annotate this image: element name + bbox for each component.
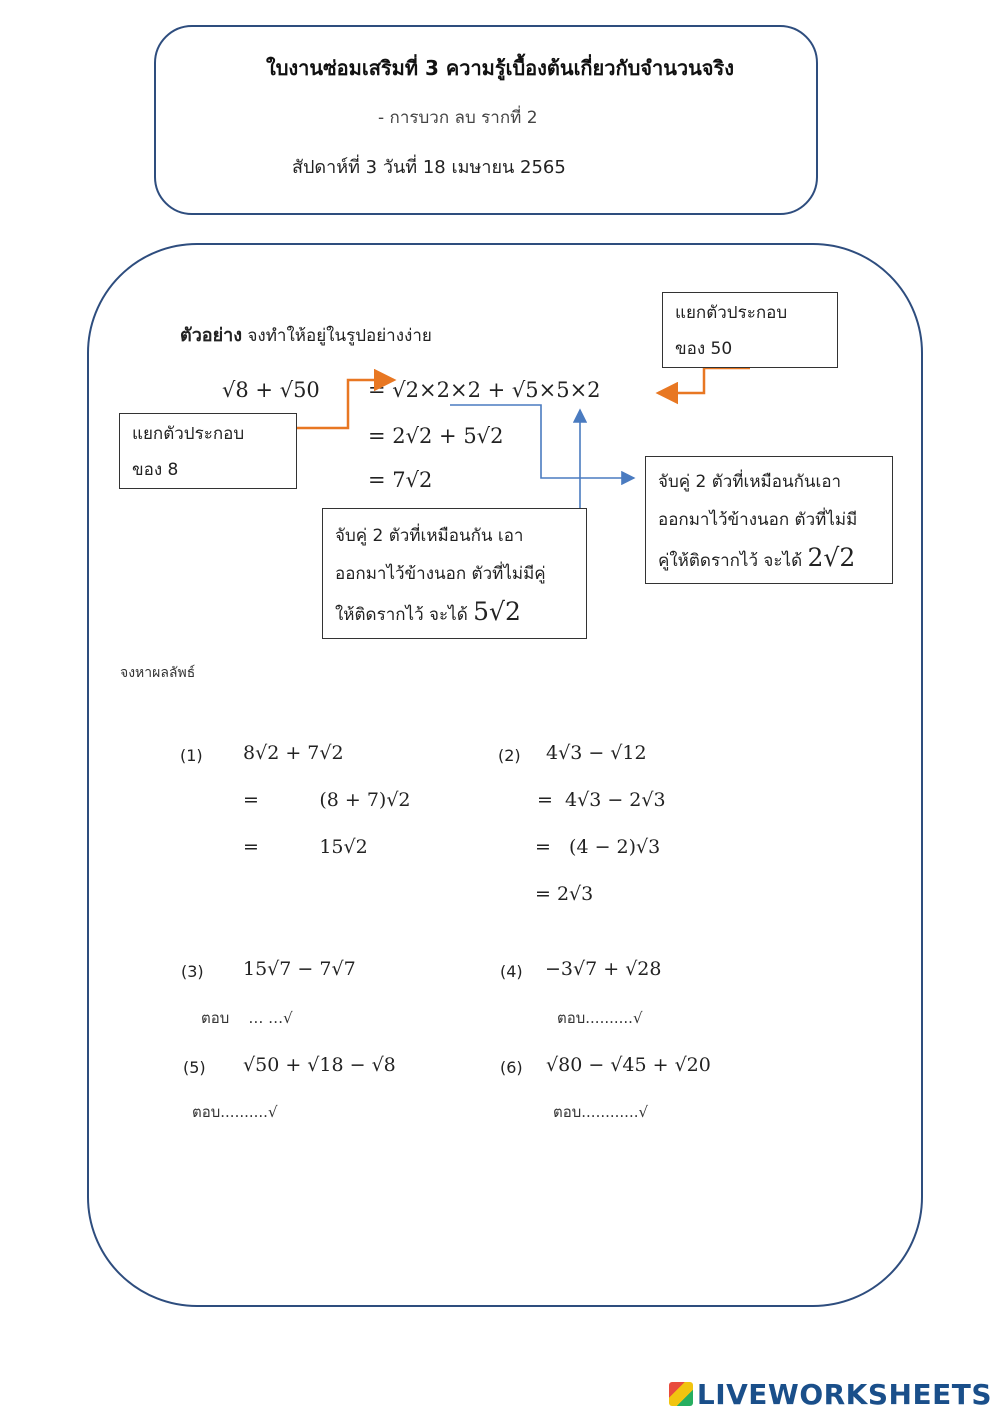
example-line3: = 7√2 <box>368 468 433 492</box>
callout-pair-2-line2: ออกมาไว้ข้างนอก ตัวที่ไม่มี <box>658 510 858 530</box>
callout-pair-5-math: 5√2 <box>473 597 521 626</box>
example-label-bold: ตัวอย่าง <box>180 325 243 346</box>
problem-6-expression: √80 − √45 + √20 <box>546 1054 711 1076</box>
problem-3-expression: 15√7 − 7√7 <box>243 958 356 980</box>
problem-1-step1: = (8 + 7)√2 <box>243 789 411 811</box>
problem-4-number: (4) <box>500 962 523 981</box>
arrow-factor-8 <box>297 380 394 428</box>
problem-6-answer[interactable]: ตอบ............√ <box>553 1103 649 1121</box>
callout-factor-50-line1: แยกตัวประกอบ <box>675 303 788 323</box>
worksheet-subtitle: - การบวก ลบ รากที่ 2 <box>378 108 538 128</box>
liveworksheets-icon <box>669 1382 693 1406</box>
callout-factor-8-line1: แยกตัวประกอบ <box>132 424 245 444</box>
problem-1-number: (1) <box>180 746 203 765</box>
example-label-text: จงทำให้อยู่ในรูปอย่างง่าย <box>242 326 432 346</box>
example-line2: = 2√2 + 5√2 <box>368 424 504 448</box>
callout-factor-50 <box>662 292 838 368</box>
problem-5-expression: √50 + √18 − √8 <box>243 1054 396 1076</box>
callout-pair-5-text: ให้ติดรากไว้ จะได้ <box>335 605 474 625</box>
instruction-text: จงหาผลลัพธ์ <box>120 665 196 681</box>
problem-2-step2: = (4 − 2)√3 <box>535 836 661 858</box>
problem-2-expression: 4√3 − √12 <box>546 742 647 764</box>
arrow-pair-2 <box>450 405 634 478</box>
example-line1-rhs: = √2×2×2 + √5×5×2 <box>368 378 601 402</box>
problem-2-step1: = 4√3 − 2√3 <box>537 789 666 811</box>
problem-4-answer[interactable]: ตอบ..........√ <box>557 1009 643 1027</box>
callout-pair-2-math: 2√2 <box>807 543 856 572</box>
callout-pair-5-line1: จับคู่ 2 ตัวที่เหมือนกัน เอา <box>335 526 524 546</box>
problem-1-expression: 8√2 + 7√2 <box>243 742 344 764</box>
worksheet-date: สัปดาห์ที่ 3 วันที่ 18 เมษายน 2565 <box>292 157 566 178</box>
callout-pair-5 <box>322 508 587 639</box>
liveworksheets-text: LIVEWORKSHEETS <box>696 1378 992 1411</box>
problem-2-step3: = 2√3 <box>535 883 594 905</box>
callout-factor-8 <box>119 413 297 489</box>
worksheet-title: ใบงานซ่อมเสริมที่ 3 ความรู้เบื้องต้นเกี่ยวกับจำนวนจริง <box>265 56 735 80</box>
callout-pair-2-line3 <box>658 539 880 580</box>
arrow-factor-50 <box>658 368 750 393</box>
problem-5-answer[interactable]: ตอบ..........√ <box>192 1103 278 1121</box>
problem-5-number: (5) <box>183 1058 206 1077</box>
callout-factor-50-line2: ของ 50 <box>675 339 733 359</box>
callout-pair-2-line1: จับคู่ 2 ตัวที่เหมือนกันเอา <box>658 472 842 492</box>
problem-1-step2: = 15√2 <box>243 836 368 858</box>
callout-factor-8-line2: ของ 8 <box>132 460 179 480</box>
problem-2-number: (2) <box>498 746 521 765</box>
problem-4-expression: −3√7 + √28 <box>545 958 662 980</box>
callout-pair-2 <box>645 456 893 584</box>
callout-pair-5-line3 <box>335 593 574 634</box>
problem-6-number: (6) <box>500 1058 523 1077</box>
liveworksheets-logo <box>669 1378 992 1411</box>
problem-3-answer[interactable]: ตอบ … …√ <box>201 1009 293 1027</box>
example-line1-lhs: √8 + √50 <box>222 378 320 402</box>
callout-pair-2-text: คู่ให้ติดรากไว้ จะได้ <box>658 551 808 571</box>
callout-pair-5-line2: ออกมาไว้ข้างนอก ตัวที่ไม่มีคู่ <box>335 564 546 584</box>
problem-3-number: (3) <box>181 962 204 981</box>
